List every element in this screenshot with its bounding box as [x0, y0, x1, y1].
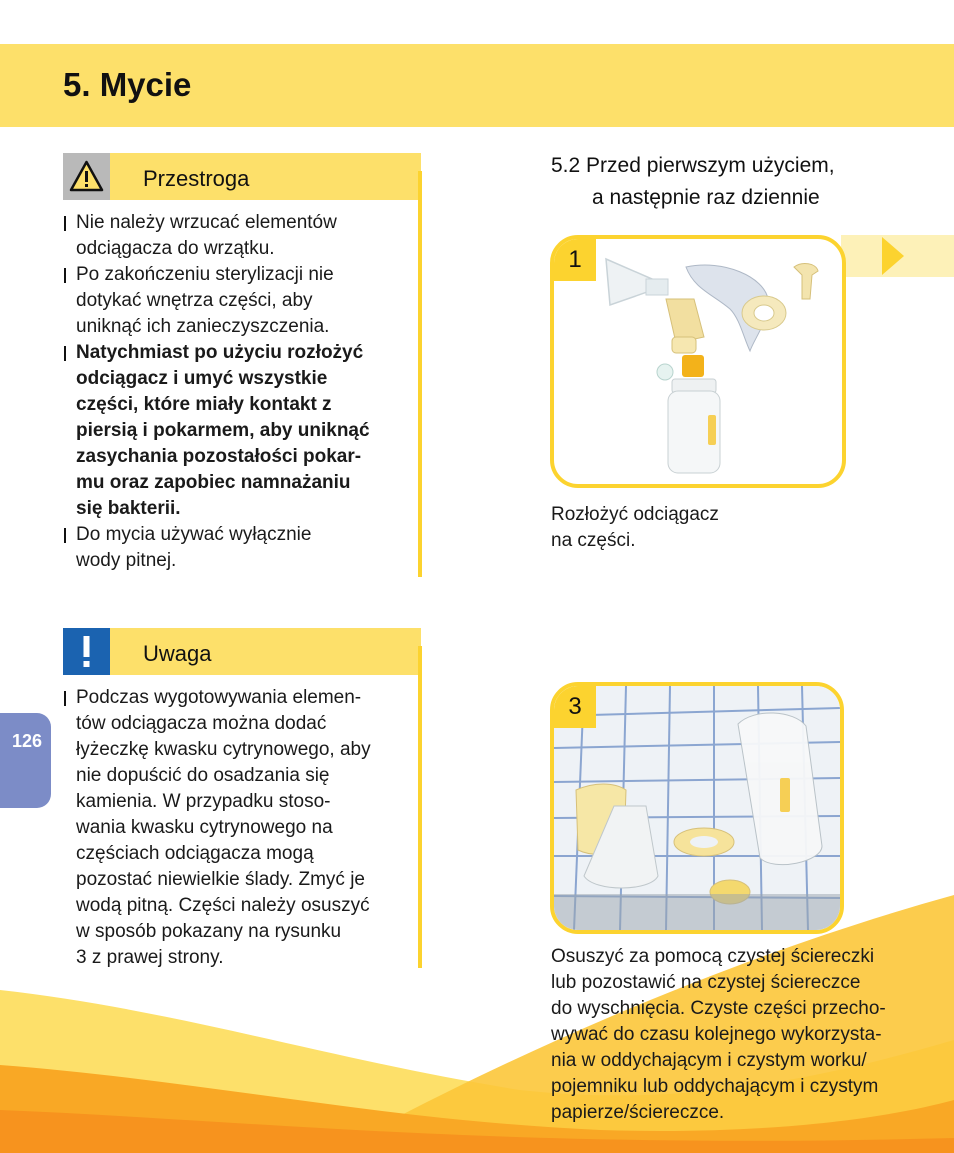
step-1-frame	[550, 235, 846, 488]
notice-header	[63, 628, 421, 675]
caution-title: Przestroga	[143, 166, 250, 191]
section-heading	[551, 150, 835, 214]
step-number: 1	[554, 239, 596, 281]
list-item: Po zakończeniu sterylizacji nie dotykać wnętrza części, aby uniknąć ich zanieczyszczenia.	[63, 262, 413, 340]
notice-panel	[63, 628, 423, 968]
caution-panel	[63, 153, 423, 577]
list-item: Nie należy wrzucać elementów odciągacza do wrzątku.	[63, 210, 413, 262]
notice-title: Uwaga	[143, 641, 212, 666]
list-item: Podczas wygotowywania elemen- tów odciągacza można dodać łyżeczkę kwasku cytrynowego, aby nie dopuścić do osadzania się kamienia. W przypadku stoso- wania kwasku cytrynowego na częściach odciągacza mogą pozostać niewielkie ślady. Zmyć je wodą pitną. Części należy osuszyć w sposób pokazany na rysunku 3 z prawej strony.	[63, 685, 413, 971]
page-number: 126	[12, 731, 43, 751]
step-1-caption: Rozłożyć odciągacz na części.	[551, 504, 719, 551]
section-heading-line1: 5.2 Przed pierwszym użyciem,	[551, 154, 835, 177]
page-title: 5. Mycie	[63, 66, 192, 103]
notice-list	[63, 685, 413, 971]
caution-rule	[418, 171, 422, 577]
step-number: 3	[554, 686, 596, 728]
exclamation-icon	[63, 628, 110, 675]
caution-list	[63, 210, 413, 574]
list-item: Do mycia używać wyłącznie wody pitnej.	[63, 522, 413, 574]
arrow-right-icon	[882, 237, 906, 275]
list-item: Natychmiast po użyciu rozłożyć odciągacz i umyć wszystkie części, które miały kontakt z piersią i pokarmem, aby uniknąć zasychania pozostałości pokar- mu oraz zapobiec namnażaniu się bakterii.	[63, 340, 413, 522]
page-tab	[0, 713, 51, 808]
step-3-caption: Osuszyć za pomocą czystej ściereczki lub pozostawić na czystej ściereczce do wyschnięcia. Czyste części przecho- wywać do czasu kolejnego wykorzysta- nia w oddychającym i czystym worku/ pojemniku lub oddychającym i czystym papierze/ściereczce.	[551, 946, 886, 1123]
pump-parts-illustration	[554, 239, 842, 484]
notice-rule	[418, 646, 422, 968]
drying-parts-photo	[554, 686, 840, 930]
step-3-frame	[550, 682, 844, 934]
warning-triangle-icon	[63, 153, 110, 200]
section-heading-line2: a następnie raz dziennie	[592, 186, 820, 209]
